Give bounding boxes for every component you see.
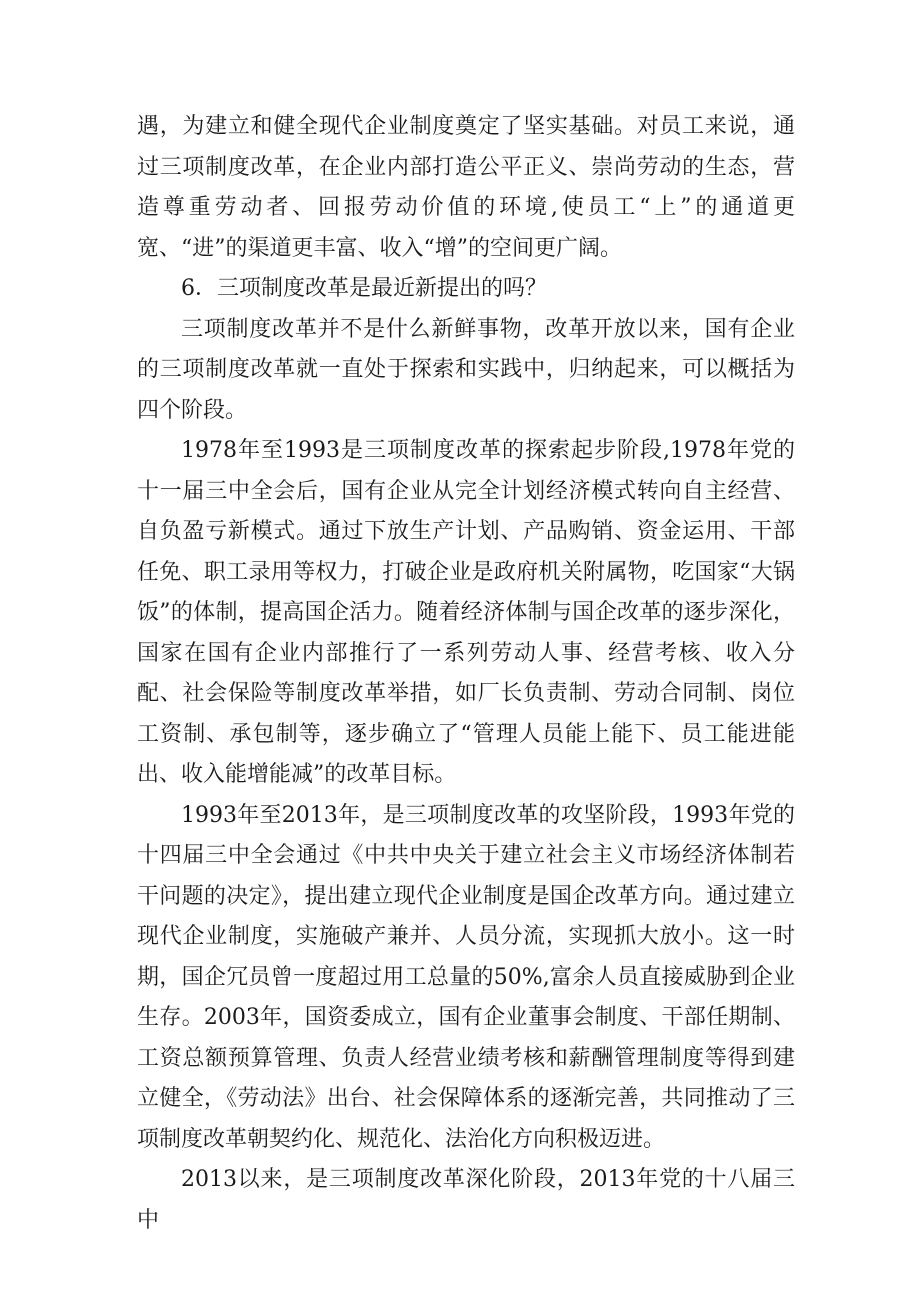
paragraph-intro: 三项制度改革并不是什么新鲜事物，改革开放以来，国有企业的三项制度改革就一直处于探索和实践中，归纳起来，可以概括为四个阶段。: [137, 316, 795, 423]
paragraph-stage-1993: 1993年至2013年，是三项制度改革的攻坚阶段，1993年党的十四届三中全会通过《中共中央关于建立社会主义市场经济体制若干问题的决定》，提出建立现代企业制度是国企改革方向。通过建立现代企业制度，实施破产兼并、人员分流，实现抓大放小。这一时期，国企冗员曾一度超过用工总量的50%,富余人员直接威胁到企业生存。2003年，国资委成立，国有企业董事会制度、干部任期制、工资总额预算管理、负责人经营业绩考核和薪酬管理制度等得到建立健全，《劳动法》出台、社会保障体系的逐渐完善，共同推动了三项制度改革朝契约化、规范化、法治化方向积极迈进。: [137, 802, 795, 1152]
paragraph-stage-1978: 1978年至1993是三项制度改革的探索起步阶段,1978年党的十一届三中全会后，国有企业从完全计划经济模式转向自主经营、自负盈亏新模式。通过下放生产计划、产品购销、资金运用、干部任免、职工录用等权力，打破企业是政府机关附属物，吃国家“大锅饭”的体制，提高国企活力。随着经济体制与国企改革的逐步深化，国家在国有企业内部推行了一系列劳动人事、经营考核、收入分配、社会保险等制度改革举措，如厂长负责制、劳动合同制、岗位工资制、承包制等，逐步确立了“管理人员能上能下、员工能进能出、收入能增能减”的改革目标。: [137, 438, 795, 787]
section-heading: 6．三项制度改革是最近新提出的吗？: [181, 276, 547, 301]
document-body: [137, 107, 795, 1241]
paragraph-stage-2013: 2013以来，是三项制度改革深化阶段，2013年党的十八届三中: [137, 1167, 795, 1233]
paragraph-continuation: 遇，为建立和健全现代企业制度奠定了坚实基础。对员工来说，通过三项制度改革，在企业内部打造公平正义、崇尚劳动的生态，营造尊重劳动者、回报劳动价值的环境,使员工“上”的通道更宽、“进”的渠道更丰富、收入“增”的空间更广阔。: [137, 114, 795, 261]
